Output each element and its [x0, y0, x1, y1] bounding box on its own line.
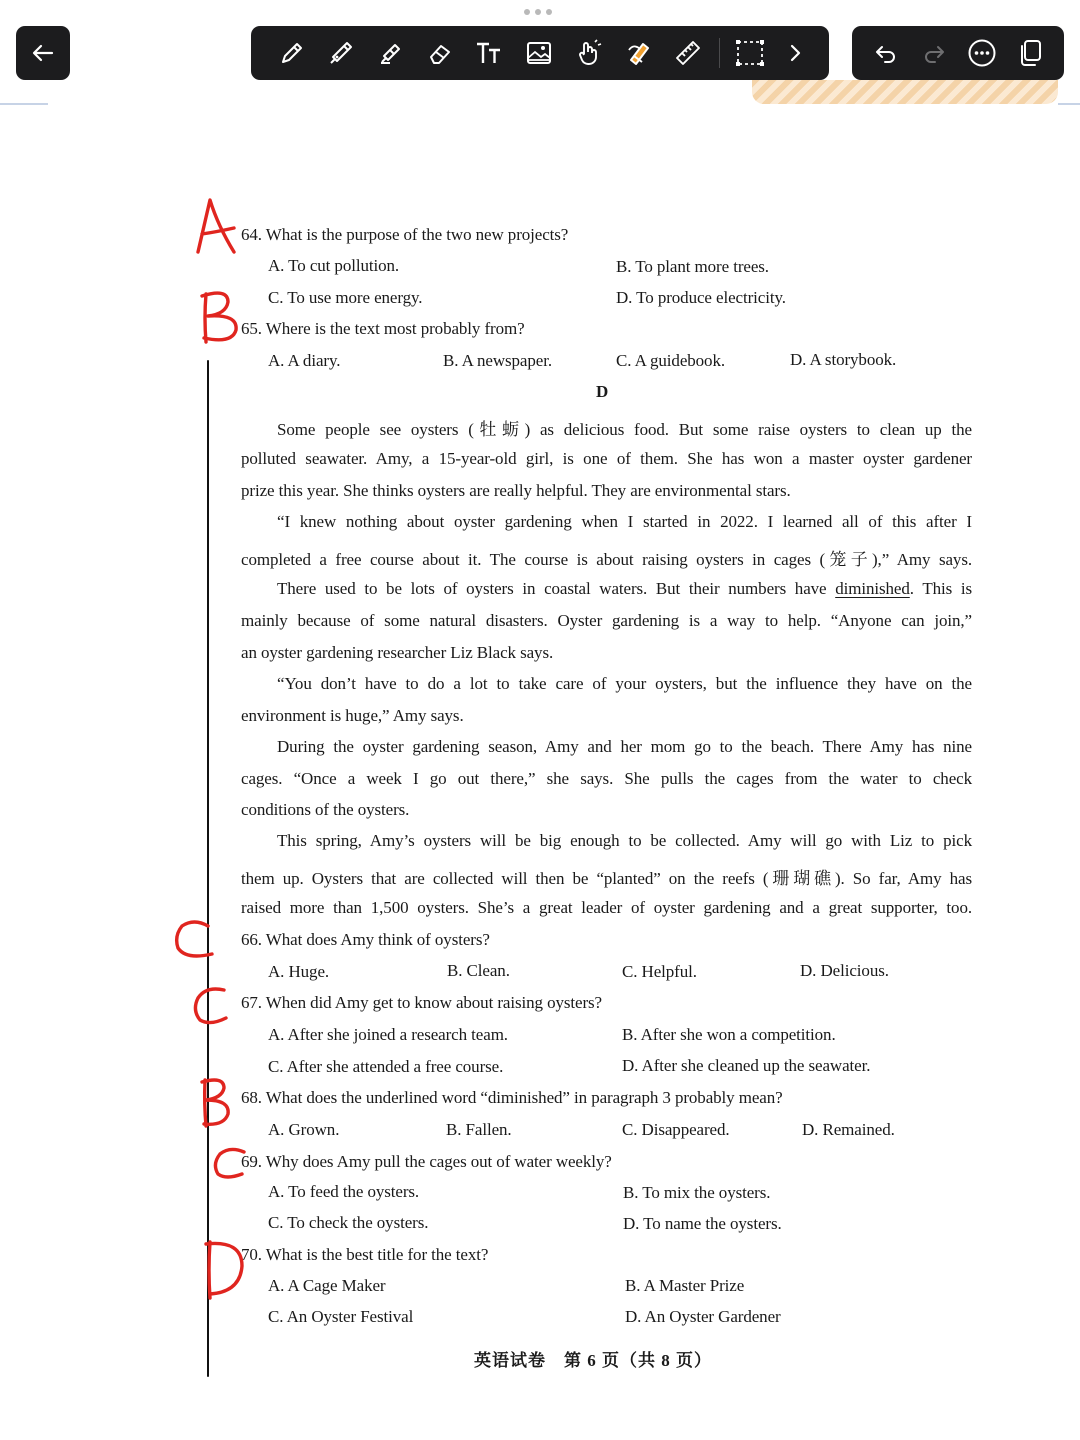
passage-line: polluted seawater. Amy, a 15-year-old girl, is one of them. She has won a master oyster gardener: [241, 449, 972, 468]
q67-option-d: D. After she cleaned up the seawater.: [622, 1056, 871, 1075]
answer-mark-q66: [172, 918, 216, 962]
answer-mark-q68: [198, 1076, 234, 1130]
passage-line: This spring, Amy’s oysters will be big enough to be collected. Amy will go with Liz to pick: [277, 831, 972, 850]
q67-option-a: A. After she joined a research team.: [268, 1025, 508, 1044]
q69-option-d: D. To name the oysters.: [623, 1214, 782, 1233]
passage-line: “I knew nothing about oyster gardening when I started in 2022. I learned all of this after I: [277, 512, 972, 531]
passage-line: During the oyster gardening season, Amy and her mom go to the beach. There Amy has nine: [277, 737, 972, 756]
passage-line: an oyster gardening researcher Liz Black says.: [241, 643, 554, 662]
passage-line: conditions of the oysters.: [241, 800, 410, 819]
passage-line: prize this year. She thinks oysters are really helpful. They are environmental stars.: [241, 481, 791, 500]
q66-option-b: B. Clean.: [447, 961, 510, 980]
passage-text: There used to be lots of oysters in coastal waters. But their numbers have: [277, 579, 836, 598]
q70-option-c: C. An Oyster Festival: [268, 1307, 414, 1326]
question-67: 67. When did Amy get to know about raising oysters?: [241, 993, 602, 1012]
q69-option-a: A. To feed the oysters.: [268, 1182, 420, 1201]
answer-mark-q70: [202, 1236, 248, 1302]
q68-option-d: D. Remained.: [802, 1120, 895, 1139]
q64-option-d: D. To produce electricity.: [616, 288, 786, 307]
q65-option-d: D. A storybook.: [790, 350, 897, 369]
question-70: 70. What is the best title for the text?: [241, 1245, 489, 1264]
q68-option-b: B. Fallen.: [446, 1120, 512, 1139]
section-heading: D: [596, 382, 609, 401]
question-68: 68. What does the underlined word “diminished” in paragraph 3 probably mean?: [241, 1088, 783, 1107]
q70-option-d: D. An Oyster Gardener: [625, 1307, 781, 1326]
q65-option-a: A. A diary.: [268, 351, 341, 370]
underlined-word: diminished: [835, 579, 910, 598]
answer-mark-q67: [190, 984, 234, 1028]
q68-option-c: C. Disappeared.: [622, 1120, 730, 1139]
passage-line: Some people see oysters (牡蛎) as delicious food. But some raise oysters to clean up the: [277, 420, 972, 439]
q68-option-a: A. Grown.: [268, 1120, 340, 1139]
passage-line: [277, 579, 972, 599]
q64-option-c: C. To use more energy.: [268, 288, 423, 307]
q65-option-b: B. A newspaper.: [443, 351, 552, 370]
answer-mark-q65: [198, 288, 244, 348]
passage-line: mainly because of some natural disasters. Oyster gardening is a way to help. “Anyone can join,”: [241, 611, 972, 630]
q64-option-b: B. To plant more trees.: [616, 257, 769, 276]
answer-mark-q64: [194, 196, 240, 256]
question-66: 66. What does Amy think of oysters?: [241, 930, 490, 949]
q69-option-b: B. To mix the oysters.: [623, 1183, 771, 1202]
passage-line: “You don’t have to do a lot to take care of your oysters, but the influence they have on the: [277, 674, 972, 693]
question-65: 65. Where is the text most probably from?: [241, 319, 525, 338]
question-64: 64. What is the purpose of the two new projects?: [241, 225, 569, 244]
question-69: 69. Why does Amy pull the cages out of water weekly?: [241, 1152, 612, 1171]
passage-line: environment is huge,” Amy says.: [241, 706, 464, 725]
q70-option-b: B. A Master Prize: [625, 1276, 745, 1295]
passage-line: completed a free course about it. The course is about raising oysters in cages (笼子),” Amy says.: [241, 550, 972, 569]
q67-option-b: B. After she won a competition.: [622, 1025, 836, 1044]
q65-option-c: C. A guidebook.: [616, 351, 726, 370]
passage-line: them up. Oysters that are collected will then be “planted” on the reefs (珊瑚礁). So far, Amy has: [241, 869, 972, 888]
q66-option-d: D. Delicious.: [800, 961, 889, 980]
margin-ink-line: [207, 360, 209, 1377]
passage-text: . This is: [909, 579, 972, 598]
q70-option-a: A. A Cage Maker: [268, 1276, 386, 1295]
passage-line: raised more than 1,500 oysters. She’s a great leader of oyster gardening and a great supporter, too.: [241, 898, 972, 917]
q64-option-a: A. To cut pollution.: [268, 256, 400, 275]
page-footer: 英语试卷 第 6 页（共 8 页）: [474, 1351, 712, 1370]
q67-option-c: C. After she attended a free course.: [268, 1057, 504, 1076]
answer-mark-q69: [210, 1144, 250, 1184]
q66-option-c: C. Helpful.: [622, 962, 697, 981]
q69-option-c: C. To check the oysters.: [268, 1213, 429, 1232]
q66-option-a: A. Huge.: [268, 962, 330, 981]
passage-line: cages. “Once a week I go out there,” she says. She pulls the cages from the water to check: [241, 769, 972, 788]
